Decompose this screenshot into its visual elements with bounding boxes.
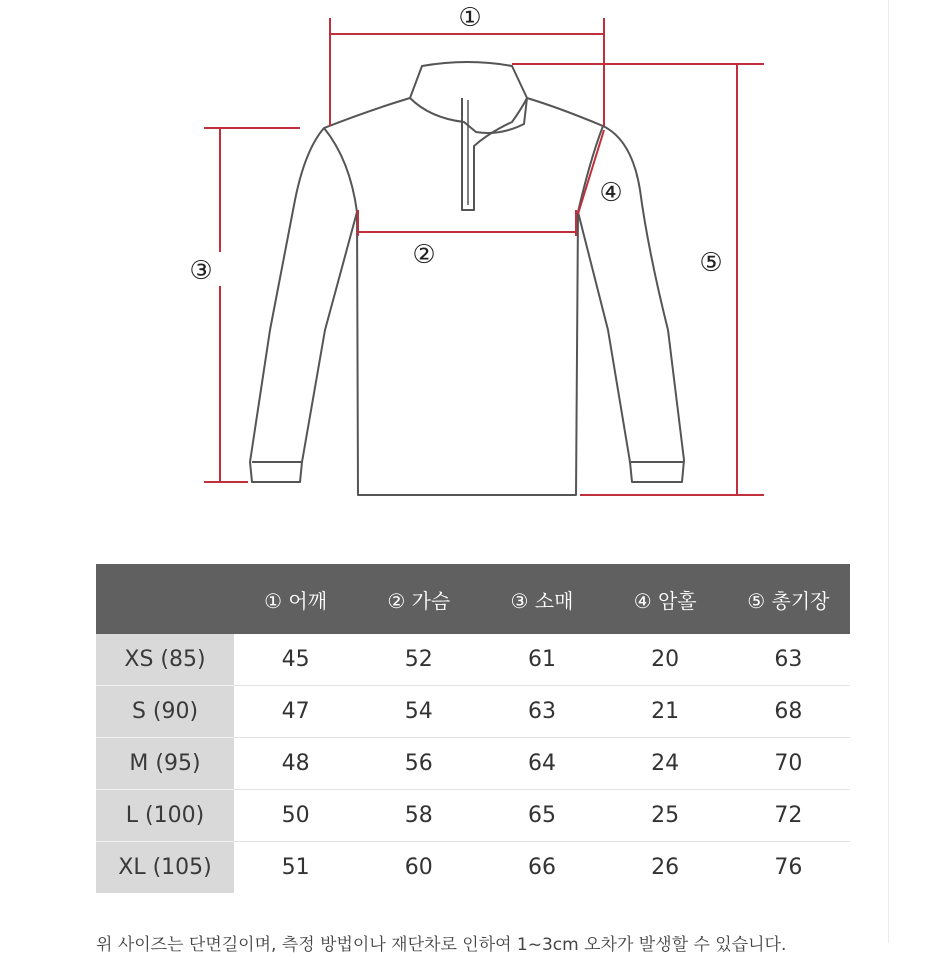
table-cell: 54 (357, 686, 480, 738)
table-cell: 66 (527, 855, 556, 880)
size-label: XS (85) (96, 634, 234, 686)
table-row (96, 634, 850, 686)
table-cell: 50 (234, 790, 357, 842)
table-cell: 70 (727, 738, 850, 790)
column-header-chest: ② 가슴 (357, 564, 480, 634)
column-header-shoulder: ① 어깨 (234, 564, 357, 634)
table-cell: 65 (480, 790, 603, 842)
table-cell: 45 (234, 634, 357, 686)
size-label: M (95) (96, 738, 234, 790)
size-label: XL (105) (96, 842, 234, 894)
column-header-total-length: ⑤ 총기장 (727, 564, 850, 634)
marker-chest (402, 238, 446, 270)
svg-text:②: ② (412, 240, 436, 270)
table-cell: 52 (357, 634, 480, 686)
table-cell: 64 (480, 738, 603, 790)
table-cell: 25 (604, 790, 727, 842)
marker-armhole (599, 178, 622, 208)
svg-text:①: ① (458, 3, 482, 33)
table-cell: 26 (651, 855, 680, 880)
table-cell: 68 (727, 686, 850, 738)
header-corner (96, 564, 234, 634)
table-cell: 63 (480, 686, 603, 738)
table-cell: 51 (281, 855, 310, 880)
column-header-armhole: ④ 암홀 (604, 564, 727, 634)
table-cell: 47 (234, 686, 357, 738)
table-cell: 58 (357, 790, 480, 842)
marker-shoulder (448, 2, 492, 33)
garment-illustration (250, 62, 684, 495)
svg-text:③: ③ (189, 256, 213, 286)
size-label: L (100) (96, 790, 234, 842)
table-cell: 24 (604, 738, 727, 790)
marker-total-length (699, 248, 722, 278)
table-cell: 61 (480, 634, 603, 686)
table-cell: 76 (774, 855, 803, 880)
table-row (96, 790, 850, 842)
measurement-footnote: 위 사이즈는 단면길이며, 측정 방법이나 재단차로 인하여 1~3cm 오차가 발생할 수 있습니다. (96, 935, 787, 955)
table-header-row (96, 564, 850, 634)
table-cell: 63 (727, 634, 850, 686)
svg-text:⑤: ⑤ (699, 248, 723, 278)
table-cell: 20 (604, 634, 727, 686)
svg-text:④: ④ (599, 178, 623, 208)
table-cell: 60 (404, 855, 433, 880)
table-cell: 48 (234, 738, 357, 790)
column-header-sleeve: ③ 소매 (480, 564, 603, 634)
size-chart-table (96, 564, 850, 893)
size-label: S (90) (96, 686, 234, 738)
table-cell: 56 (357, 738, 480, 790)
table-row (96, 738, 850, 790)
table-row (96, 842, 850, 894)
table-cell: 21 (604, 686, 727, 738)
marker-sleeve (180, 252, 224, 286)
table-cell: 72 (727, 790, 850, 842)
table-row (96, 686, 850, 738)
